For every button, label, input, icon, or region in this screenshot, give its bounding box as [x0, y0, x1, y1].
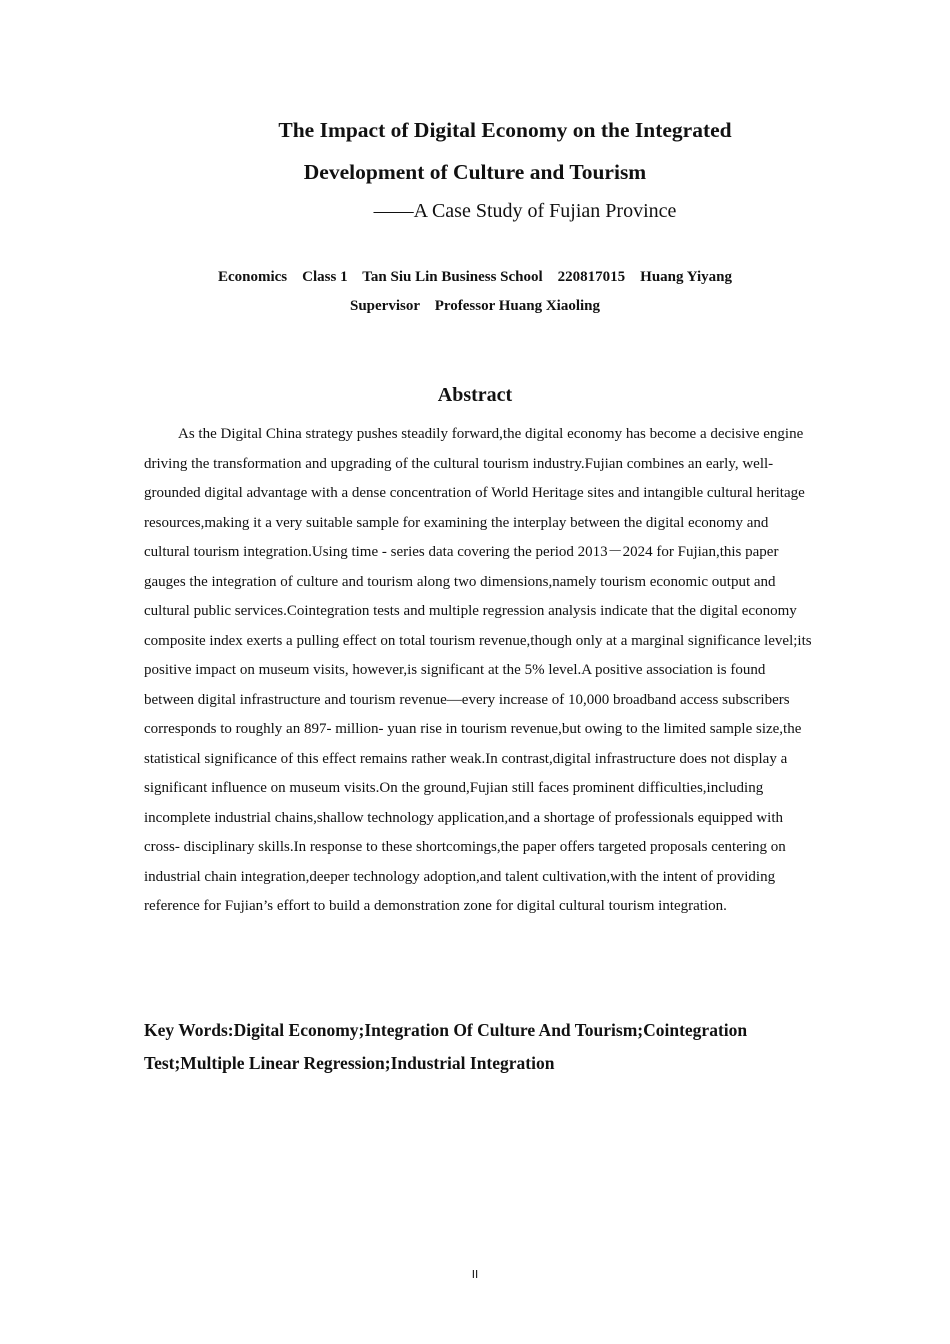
supervisor-info: Supervisor Professor Huang Xiaoling — [349, 298, 601, 314]
page-number: II — [471, 1268, 479, 1281]
paper-subtitle: ——A Case Study of Fujian Province — [373, 200, 677, 222]
author-info: Economics Class 1 Tan Siu Lin Business School 220817015 Huang Yiyang — [217, 269, 733, 285]
abstract-heading: Abstract — [437, 384, 513, 406]
paper-title-line-1: The Impact of Digital Economy on the Integrated — [278, 118, 732, 142]
abstract-body: As the Digital China strategy pushes steadily forward,the digital economy has become a decisive engine driving the transformation and upgrading of the cultural tourism industry.Fujian combines an early, well- grounded digital advantage with a dense concentration of World Heritage sites and intangible cultural heritage resources,making it a very suitable sample for examining the interplay between the digital economy and cultural tourism integration.Using time - series data covering the period 2013－2024 for Fujian,this paper gauges the integration of culture and tourism along two dimensions,namely tourism economic output and cultural public services.Cointegration tests and multiple regression analysis indicate that the digital economy composite index exerts a pulling effect on total tourism revenue,though only at a marginal significance level;its positive impact on museum visits, however,is significant at the 5% level.A positive association is found between digital infrastructure and tourism revenue—every increase of 10,000 broadband access subscribers corresponds to roughly an 897- million- yuan rise in tourism revenue,but owing to the limited sample size,the statistical significance of this effect remains rather weak.In contrast,digital infrastructure does not display a significant influence on museum visits.On the ground,Fujian still faces prominent difficulties,including incomplete industrial chains,shallow technology application,and a shortage of professionals equipped with cross- disciplinary skills.In response to these shortcomings,the paper offers targeted proposals centering on industrial chain integration,deeper technology adoption,and talent cultivation,with the intent of providing reference for Fujian’s effort to build a demonstration zone for digital cultural tourism integration. — [144, 426, 812, 914]
paper-title-line-2: Development of Culture and Tourism — [303, 160, 647, 184]
keywords: Key Words:Digital Economy;Integration Of Culture And Tourism;Cointegration Test;Multiple Linear Regression;Industrial Integration — [144, 1020, 748, 1073]
